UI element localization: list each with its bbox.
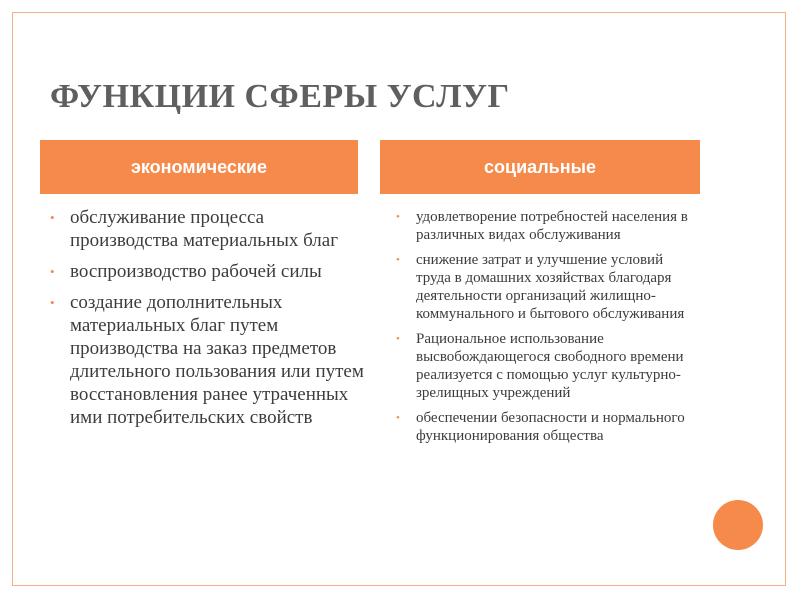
list-item [40, 291, 370, 429]
orange-circle-decoration [713, 500, 763, 550]
social-functions-list [380, 208, 700, 452]
column-header-social [380, 140, 700, 194]
column-header-social-label: социальные [484, 156, 596, 177]
list-item-text: воспроизводство рабочей силы [70, 261, 322, 282]
bullet-dot-icon: • [50, 264, 55, 279]
economic-functions-list [40, 206, 370, 437]
list-item-text: обслуживание процесса производства материальных благ [70, 207, 339, 251]
list-item-text: создание дополнительных материальных благ путем производства на заказ предметов длительного пользования или путем восстановления ранее утраченных ими потребительских свойств [70, 292, 364, 428]
bullet-dot-icon: • [396, 412, 400, 424]
list-item [40, 206, 370, 252]
list-item [380, 208, 700, 244]
page-title: ФУНКЦИИ СФЕРЫ УСЛУГ [50, 78, 510, 115]
bullet-dot-icon: • [396, 211, 400, 223]
bullet-dot-icon: • [50, 295, 55, 310]
column-header-economic [40, 140, 358, 194]
list-item-text: обеспечении безопасности и нормального функционирования общества [416, 410, 685, 444]
bullet-dot-icon: • [50, 210, 55, 225]
column-header-economic-label: экономические [130, 156, 268, 177]
list-item [380, 330, 700, 402]
bullet-dot-icon: • [396, 333, 400, 345]
list-item-text: удовлетворение потребностей населения в различных видах обслуживания [416, 209, 688, 243]
list-item [380, 251, 700, 323]
list-item-text: снижение затрат и улучшение условий труда в домашних хозяйствах благодаря деятельности организаций жилищно-коммунального и бытового обслуживания [416, 252, 685, 322]
bullet-dot-icon: • [396, 254, 400, 266]
list-item [40, 260, 370, 283]
list-item-text: Рациональное использование высвобождающегося свободного времени реализуется с помощью услуг культурно-зрелищных учреждений [416, 331, 684, 401]
list-item [380, 409, 700, 445]
